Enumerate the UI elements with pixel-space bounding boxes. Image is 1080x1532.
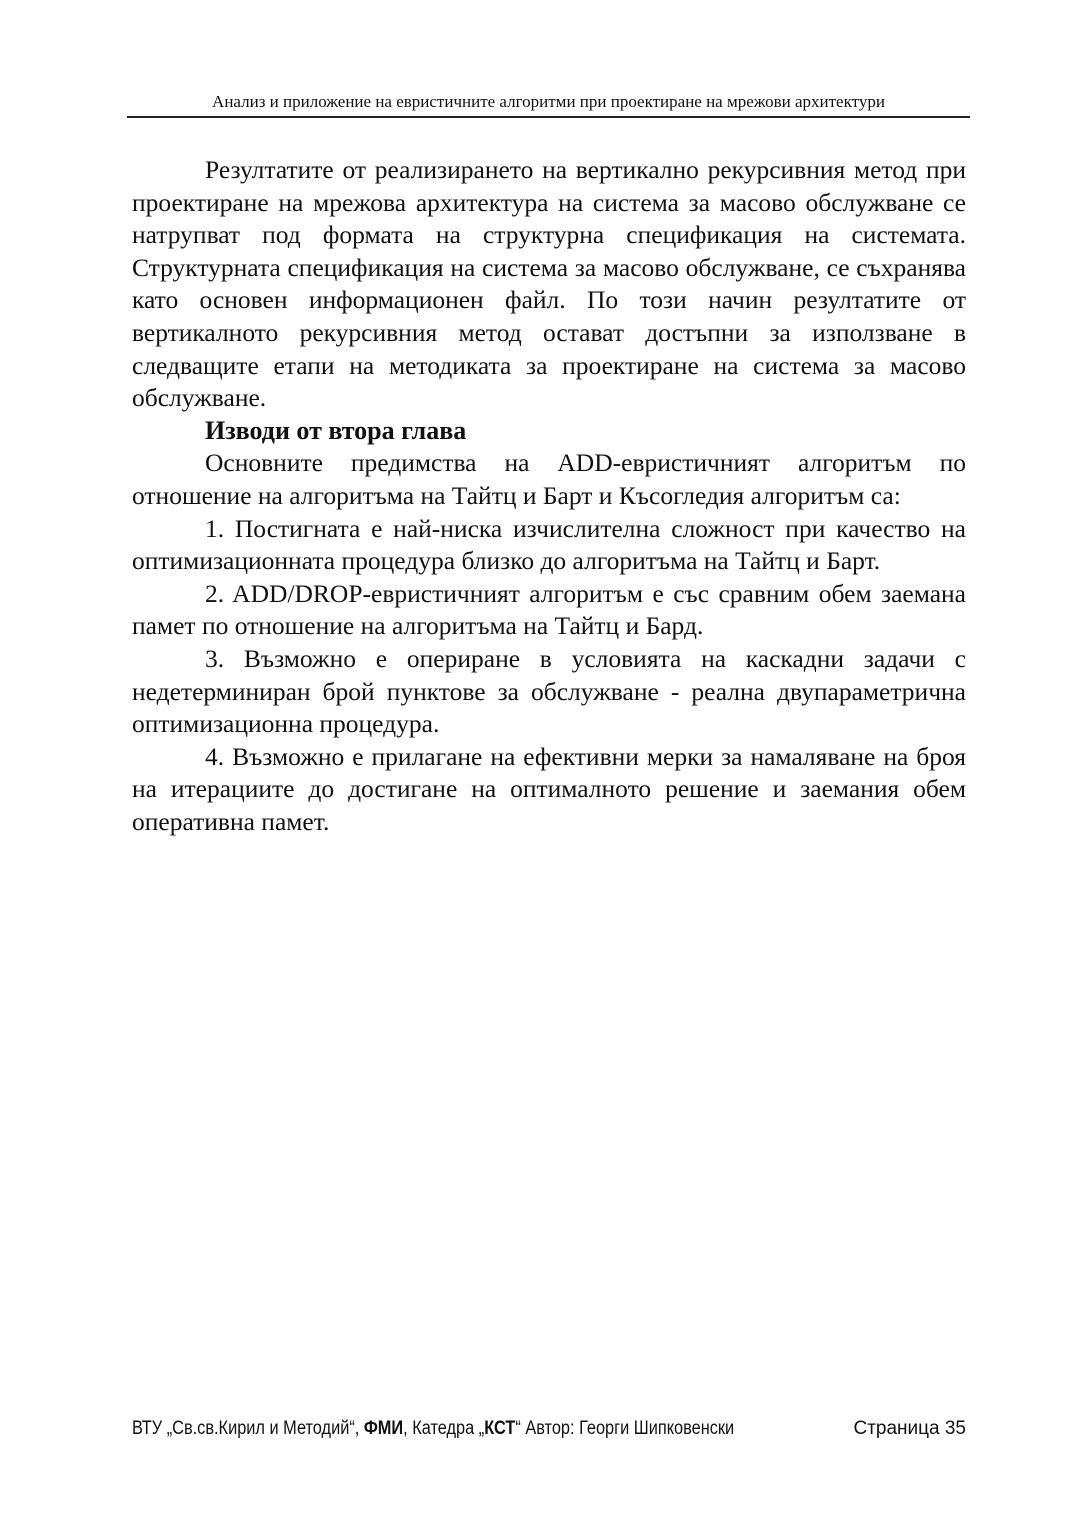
footer-faculty: ФМИ: [363, 1418, 404, 1439]
page-footer: [132, 1414, 966, 1444]
running-title: Анализ и приложение на евристичните алгоритми при проектиране на мрежови архитектури: [212, 92, 885, 111]
conclusion-item-2: 2. ADD/DROP-евристичният алгоритъм е със сравним обем заемана памет по отношение на алгоритъма на Тайтц и Бард.: [132, 578, 966, 641]
footer-university: ВТУ „Св.св.Кирил и Методий“,: [132, 1418, 364, 1439]
conclusion-item-4: 4. Възможно е прилагане на ефективни мерки за намаляване на броя на итерациите до достигане на оптималното решение и заемания обем оперативна памет.: [132, 741, 966, 836]
page-body: [132, 154, 966, 838]
page-number: Страница 35: [853, 1418, 966, 1439]
conclusion-item-3: 3. Възможно е опериране в условията на каскадни задачи с недетерминиран брой пунктове за обслужване - реална двупараметрична оптимизационна процедура.: [132, 643, 966, 739]
running-header: [127, 90, 970, 118]
footer-dept-prefix: , Катедра „: [403, 1418, 485, 1439]
footer-author: Автор: Георги Шипковенски: [525, 1418, 735, 1439]
conclusions-intro: Основните предимства на ADD-евристичният алгоритъм по отношение на алгоритъма на Тайтц и Барт и Късогледия алгоритъм са:: [132, 448, 966, 510]
footer-dept-suffix: “: [515, 1418, 526, 1439]
conclusion-item-1: 1. Постигната е най-ниска изчислителна сложност при качество на оптимизационната процедура близко до алгоритъма на Тайтц и Барт.: [132, 513, 966, 576]
footer-credits: [132, 1414, 734, 1444]
section-heading: Изводи от втора глава: [205, 415, 467, 445]
body-paragraph: Резултатите от реализирането на вертикално рекурсивния метод при проектиране на мрежова архитектура на система за масово обслужване се натрупват под формата на структурна спецификация на системата. Структурната спецификация на система за масово обслужване, се съхранява като основен информационен файл. По този начин резултатите от вертикалното рекурсивния метод остават достъпни за използване в следващите етапи на методиката за проектиране на система за масово обслужване.: [132, 155, 966, 413]
footer-dept: КСТ: [484, 1418, 516, 1439]
